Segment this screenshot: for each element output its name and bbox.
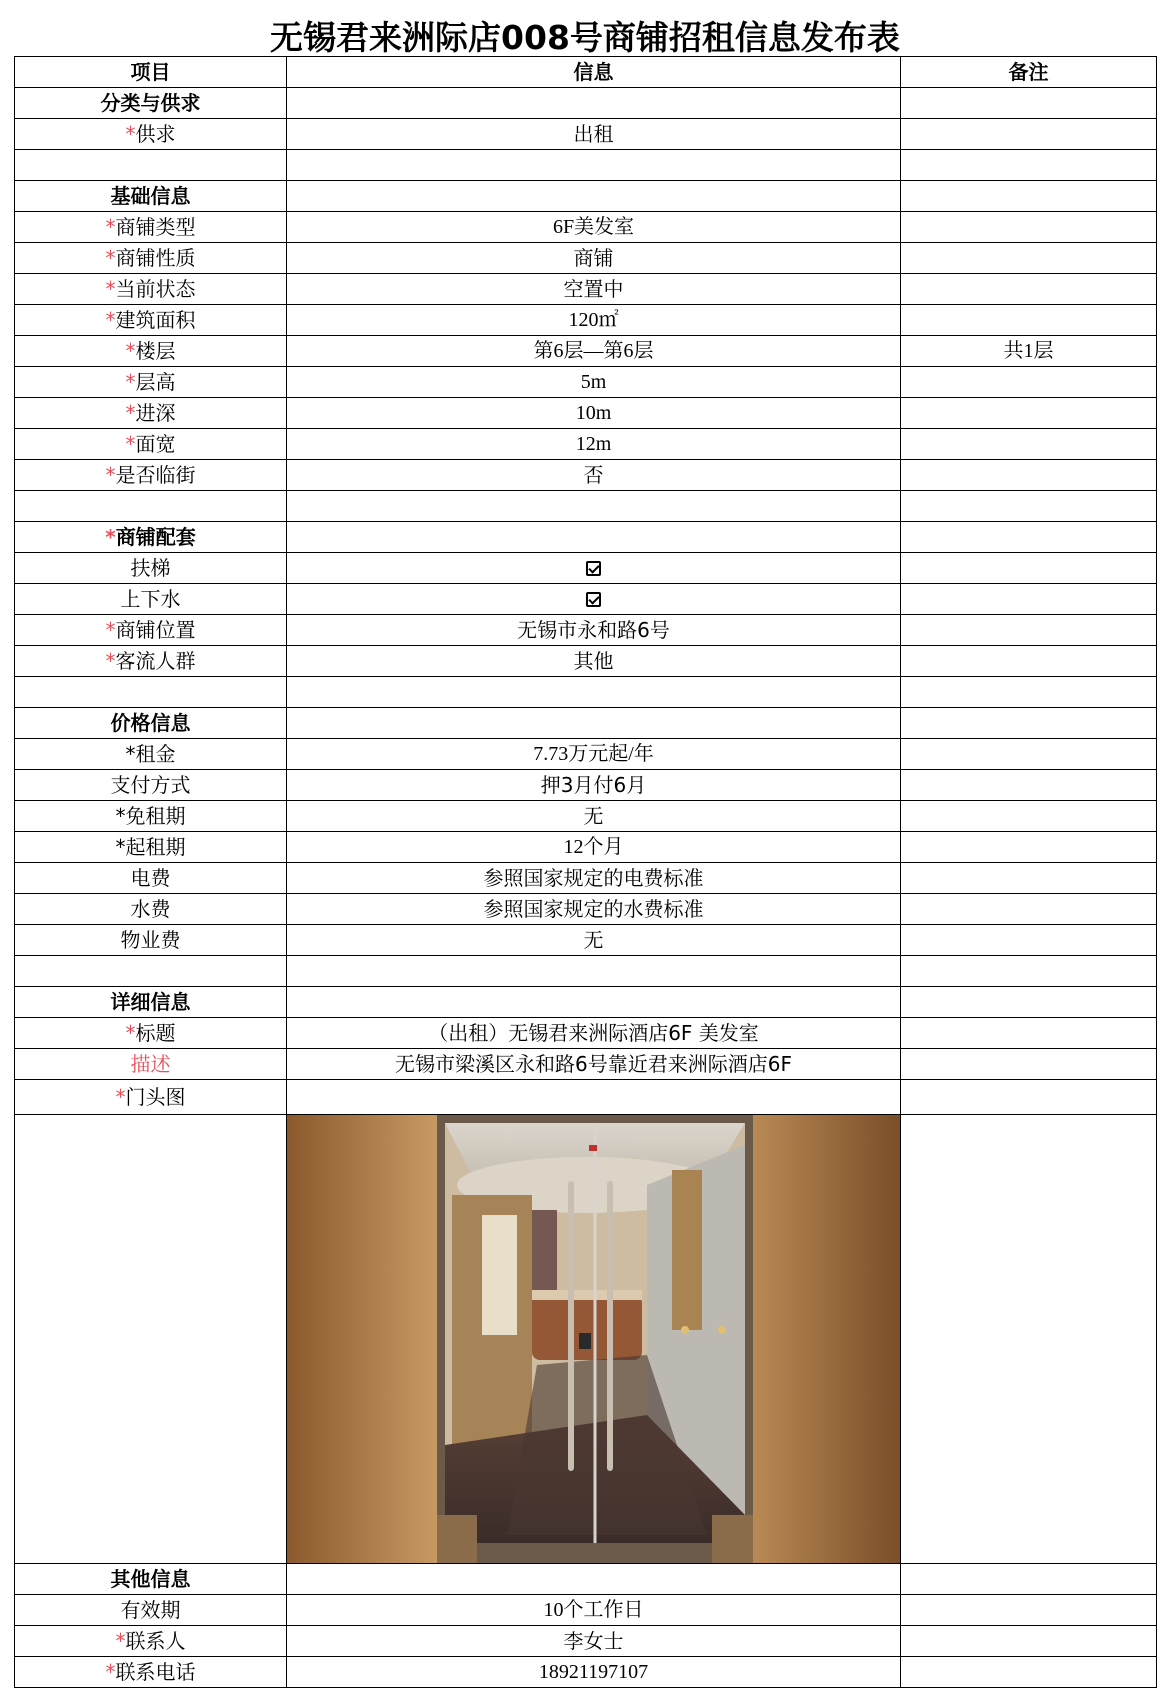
row-value: 商铺 bbox=[287, 243, 901, 274]
section-label: 详细信息 bbox=[15, 987, 287, 1018]
table-row bbox=[15, 119, 1157, 150]
photo-row bbox=[15, 1115, 1157, 1564]
row-label: *供求 bbox=[15, 119, 287, 150]
row-value: 押3月付6月 bbox=[287, 770, 901, 801]
storefront-photo-cell bbox=[287, 1115, 901, 1564]
row-value bbox=[287, 584, 901, 615]
header-info: 信息 bbox=[287, 57, 901, 88]
spacer-row bbox=[15, 956, 1157, 987]
header-item: 项目 bbox=[15, 57, 287, 88]
row-value: 12m bbox=[287, 429, 901, 460]
table-row bbox=[15, 398, 1157, 429]
row-label: *进深 bbox=[15, 398, 287, 429]
section-label: 价格信息 bbox=[15, 708, 287, 739]
table-row bbox=[15, 1018, 1157, 1049]
row-value: 第6层—第6层 bbox=[287, 336, 901, 367]
row-label: *联系人 bbox=[15, 1626, 287, 1657]
row-value: 参照国家规定的水费标准 bbox=[287, 894, 901, 925]
table-row bbox=[15, 429, 1157, 460]
row-value: 否 bbox=[287, 460, 901, 491]
section-row bbox=[15, 88, 1157, 119]
row-label: *免租期 bbox=[15, 801, 287, 832]
table-row bbox=[15, 1049, 1157, 1080]
table-row bbox=[15, 894, 1157, 925]
row-value: 7.73万元起/年 bbox=[287, 739, 901, 770]
row-label: *门头图 bbox=[15, 1080, 287, 1115]
table-row bbox=[15, 305, 1157, 336]
row-label: 扶梯 bbox=[15, 553, 287, 584]
row-value: 参照国家规定的电费标准 bbox=[287, 863, 901, 894]
section-row bbox=[15, 987, 1157, 1018]
row-value: 其他 bbox=[287, 646, 901, 677]
row-label: *标题 bbox=[15, 1018, 287, 1049]
row-value bbox=[287, 553, 901, 584]
table-row bbox=[15, 212, 1157, 243]
table-row bbox=[15, 584, 1157, 615]
table-row bbox=[15, 925, 1157, 956]
table-row bbox=[15, 863, 1157, 894]
spacer-row bbox=[15, 150, 1157, 181]
table-row bbox=[15, 367, 1157, 398]
row-remark: 共1层 bbox=[901, 336, 1157, 367]
spacer-row bbox=[15, 677, 1157, 708]
table-row bbox=[15, 801, 1157, 832]
row-label: *联系电话 bbox=[15, 1657, 287, 1688]
section-row bbox=[15, 522, 1157, 553]
section-label: 其他信息 bbox=[15, 1564, 287, 1595]
row-label: *起租期 bbox=[15, 832, 287, 863]
section-row bbox=[15, 181, 1157, 212]
row-value: 出租 bbox=[287, 119, 901, 150]
table-row bbox=[15, 615, 1157, 646]
section-label: 分类与供求 bbox=[15, 88, 287, 119]
table-row bbox=[15, 553, 1157, 584]
table-row bbox=[15, 1626, 1157, 1657]
row-label: *层高 bbox=[15, 367, 287, 398]
row-value: 无锡市永和路6号 bbox=[287, 615, 901, 646]
row-value: 10个工作日 bbox=[287, 1595, 901, 1626]
row-label: *商铺性质 bbox=[15, 243, 287, 274]
row-label: 上下水 bbox=[15, 584, 287, 615]
row-label: 水费 bbox=[15, 894, 287, 925]
row-label: *楼层 bbox=[15, 336, 287, 367]
row-value: 18921197107 bbox=[287, 1657, 901, 1688]
row-label: *客流人群 bbox=[15, 646, 287, 677]
page-title: 无锡君来洲际店008号商铺招租信息发布表 bbox=[270, 18, 900, 57]
storefront-photo bbox=[287, 1115, 901, 1563]
row-value: 12个月 bbox=[287, 832, 901, 863]
table-row bbox=[15, 739, 1157, 770]
row-label: *面宽 bbox=[15, 429, 287, 460]
section-label: 基础信息 bbox=[15, 181, 287, 212]
spacer-row bbox=[15, 491, 1157, 522]
row-value: （出租）无锡君来洲际酒店6F 美发室 bbox=[287, 1018, 901, 1049]
row-value: 120㎡ bbox=[287, 305, 901, 336]
table-row bbox=[15, 832, 1157, 863]
row-label: 物业费 bbox=[15, 925, 287, 956]
row-label: *建筑面积 bbox=[15, 305, 287, 336]
table-row bbox=[15, 646, 1157, 677]
row-label: 有效期 bbox=[15, 1595, 287, 1626]
table-row bbox=[15, 336, 1157, 367]
row-label: 支付方式 bbox=[15, 770, 287, 801]
row-label: 电费 bbox=[15, 863, 287, 894]
table-row bbox=[15, 460, 1157, 491]
table-row bbox=[15, 1657, 1157, 1688]
row-label: *当前状态 bbox=[15, 274, 287, 305]
row-value: 5m bbox=[287, 367, 901, 398]
row-label: *是否临街 bbox=[15, 460, 287, 491]
row-value: 6F美发室 bbox=[287, 212, 901, 243]
row-value: 无 bbox=[287, 925, 901, 956]
rental-info-table bbox=[14, 56, 1157, 1688]
table-row bbox=[15, 274, 1157, 305]
row-value: 无锡市梁溪区永和路6号靠近君来洲际酒店6F bbox=[287, 1049, 901, 1080]
section-row bbox=[15, 708, 1157, 739]
checkbox-checked-icon bbox=[586, 561, 601, 576]
row-value: 无 bbox=[287, 801, 901, 832]
table-row bbox=[15, 770, 1157, 801]
checkbox-checked-icon bbox=[586, 592, 601, 607]
section-label: *商铺配套 bbox=[15, 522, 287, 553]
table-row bbox=[15, 1595, 1157, 1626]
header-remark: 备注 bbox=[901, 57, 1157, 88]
row-value: 李女士 bbox=[287, 1626, 901, 1657]
section-row bbox=[15, 1564, 1157, 1595]
row-label: 描述 bbox=[15, 1049, 287, 1080]
row-value: 10m bbox=[287, 398, 901, 429]
row-value: 空置中 bbox=[287, 274, 901, 305]
table-row bbox=[15, 243, 1157, 274]
row-label: *租金 bbox=[15, 739, 287, 770]
row-label: *商铺位置 bbox=[15, 615, 287, 646]
table-header-row bbox=[15, 57, 1157, 88]
table-row bbox=[15, 1080, 1157, 1115]
row-label: *商铺类型 bbox=[15, 212, 287, 243]
